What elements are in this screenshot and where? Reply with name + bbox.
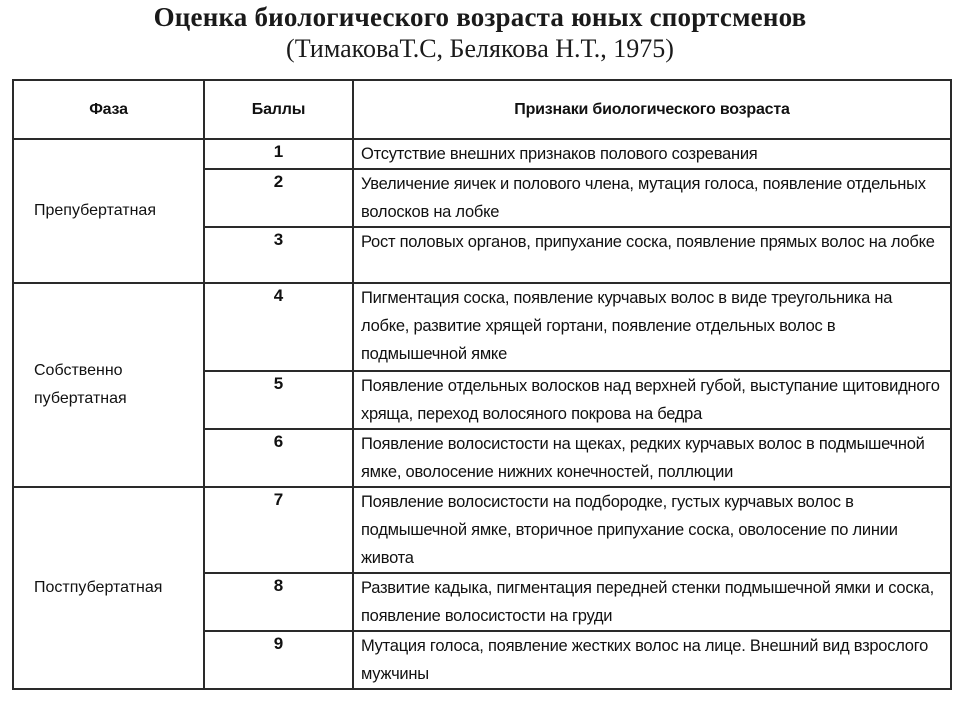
table-header-row: [13, 80, 951, 139]
table-row: [13, 487, 951, 573]
signs-cell: Появление волосистости на щеках, редких курчавых волос в подмышечной ямке, оволосение нижних конечностей, поллюции: [353, 429, 951, 487]
phase-label: Препубертатная: [34, 202, 156, 219]
phase-cell: [13, 139, 204, 283]
phase-label: Собственно пубертатная: [34, 362, 127, 407]
score-cell: 3: [204, 227, 353, 283]
score-cell: 1: [204, 139, 353, 169]
document-subtitle: (ТимаковаТ.С, Белякова Н.Т., 1975): [286, 34, 674, 63]
score-cell: 8: [204, 573, 353, 631]
score-cell: 5: [204, 371, 353, 429]
signs-cell: Отсутствие внешних признаков полового созревания: [353, 139, 951, 169]
document-title: Оценка биологического возраста юных спортсменов: [153, 2, 807, 32]
table-row: [13, 283, 951, 371]
signs-cell: Появление волосистости на подбородке, густых курчавых волос в подмышечной ямке, вторичное припухание соска, оволосение по линии живота: [353, 487, 951, 573]
signs-cell: Развитие кадыка, пигментация передней стенки подмышечной ямки и соска, появление волосистости на груди: [353, 573, 951, 631]
header-signs: Признаки биологического возраста: [353, 80, 951, 139]
header-phase: Фаза: [13, 80, 204, 139]
score-cell: 7: [204, 487, 353, 573]
score-cell: 2: [204, 169, 353, 227]
bio-age-table: [12, 79, 952, 690]
phase-cell: [13, 283, 204, 487]
phase-cell: [13, 487, 204, 689]
header-score: Баллы: [204, 80, 353, 139]
table-row: [13, 139, 951, 169]
signs-cell: Пигментация соска, появление курчавых волос в виде треугольника на лобке, развитие хрящей гортани, появление отдельных волос в подмышечной ямке: [353, 283, 951, 371]
score-cell: 4: [204, 283, 353, 371]
score-cell: 9: [204, 631, 353, 689]
signs-cell: Мутация голоса, появление жестких волос на лице. Внешний вид взрослого мужчины: [353, 631, 951, 689]
phase-label: Постпубертатная: [34, 579, 163, 596]
score-cell: 6: [204, 429, 353, 487]
signs-cell: Увеличение яичек и полового члена, мутация голоса, появление отдельных волосков на лобке: [353, 169, 951, 227]
signs-cell: Рост половых органов, припухание соска, появление прямых волос на лобке: [353, 227, 951, 283]
signs-cell: Появление отдельных волосков над верхней губой, выступание щитовидного хряща, переход волосяного покрова на бедра: [353, 371, 951, 429]
